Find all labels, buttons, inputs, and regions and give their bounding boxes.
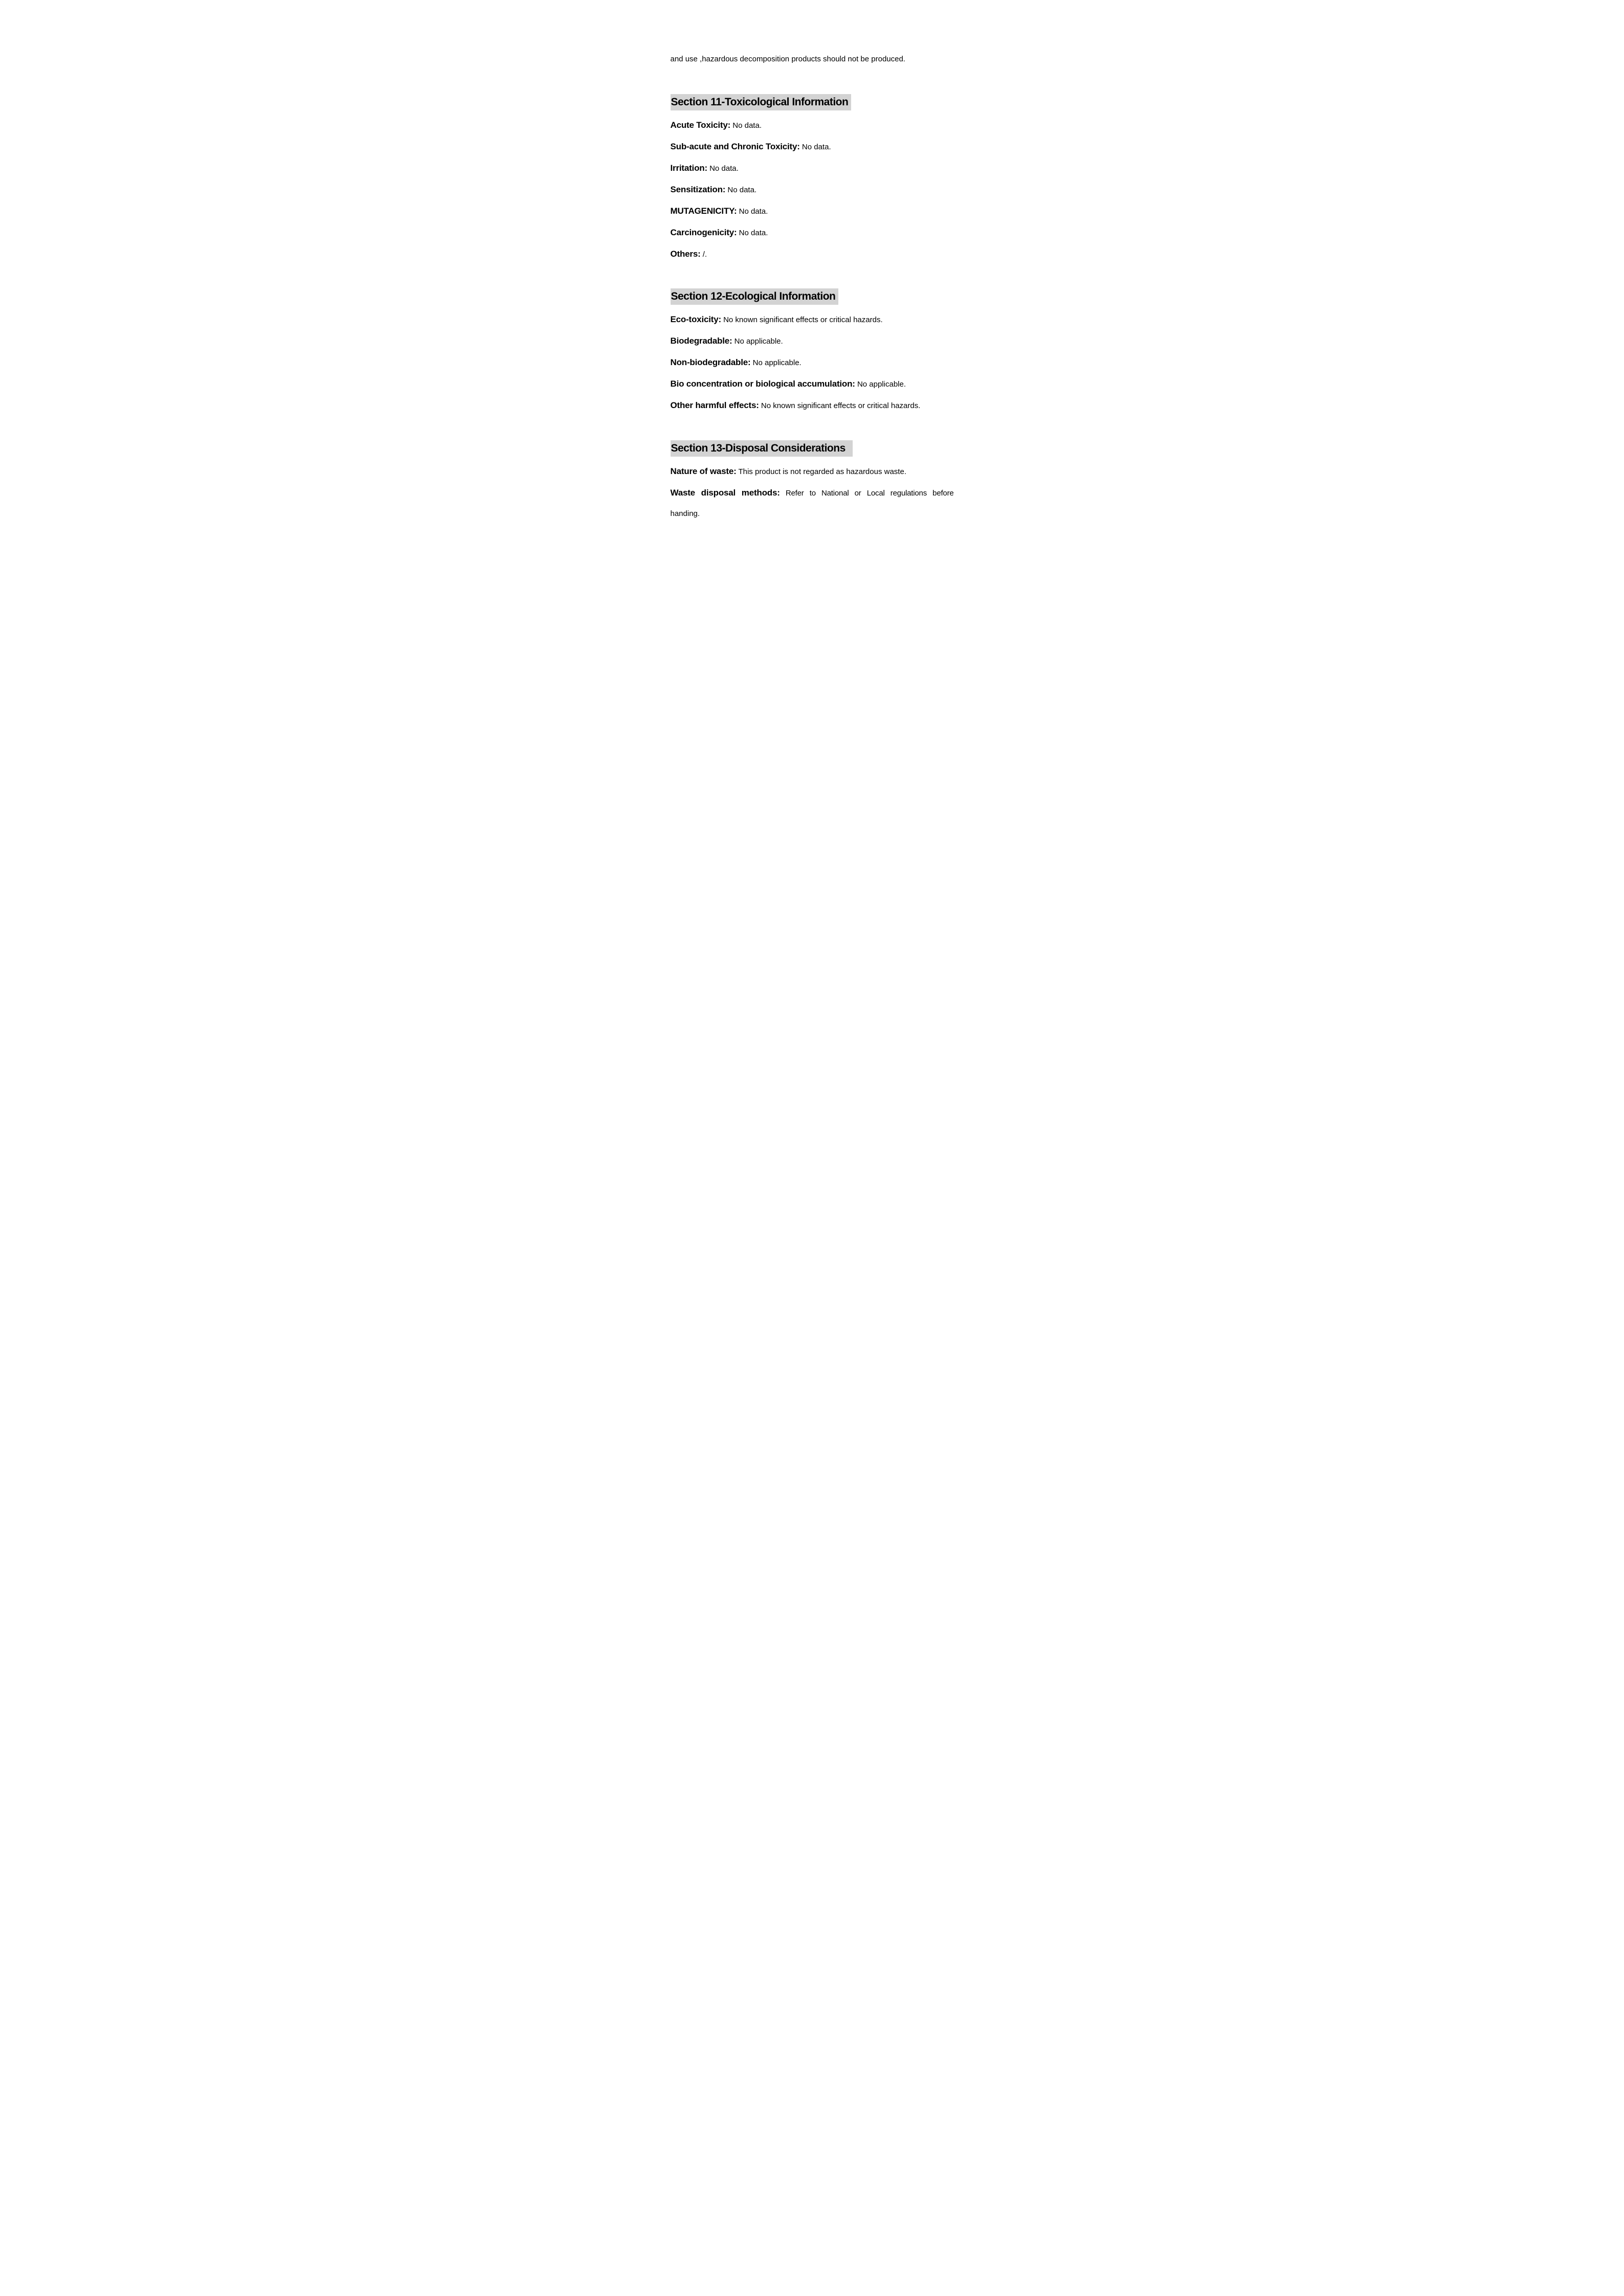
item-value: No data. [727, 186, 757, 194]
item-value: No applicable. [734, 337, 783, 346]
item-value: /. [702, 250, 707, 259]
item-value: No applicable. [752, 358, 802, 367]
section-13-header [671, 440, 954, 457]
tox-item-irritation [671, 162, 954, 175]
item-value: Refer to National or Local regulations before [785, 489, 954, 498]
item-value: No data. [732, 121, 762, 130]
item-value: No known significant effects or critical hazards. [761, 401, 921, 410]
section-11-title-highlight: Section 11-Toxicological Information [671, 94, 852, 110]
item-label: Acute Toxicity: [670, 120, 731, 130]
section-11-header [671, 94, 954, 110]
tox-item-acute-toxicity [671, 119, 954, 132]
section-12-title-highlight: Section 12-Ecological Information [671, 288, 839, 305]
tox-item-subacute-chronic-toxicity [671, 140, 954, 154]
item-value: No data. [739, 207, 768, 216]
item-label: Sensitization: [670, 185, 726, 194]
item-label: Other harmful effects: [670, 400, 759, 410]
item-value: No applicable. [857, 380, 906, 389]
disposal-item-waste-disposal-methods-wrap [671, 507, 954, 521]
item-label: Waste disposal methods: [670, 488, 780, 498]
section-13-title-highlight: Section 13-Disposal Considerations [671, 440, 853, 457]
item-label: Carcinogenicity: [670, 228, 737, 237]
item-label: Eco-toxicity: [670, 314, 721, 324]
section-12-header [671, 288, 954, 305]
item-label: Non-biodegradable: [670, 357, 751, 367]
tox-item-carcinogenicity [671, 226, 954, 240]
item-value: No data. [802, 143, 831, 151]
item-label: Bio concentration or biological accumulation: [670, 379, 855, 389]
item-label: MUTAGENICITY: [670, 206, 737, 216]
item-value: No data. [709, 164, 739, 173]
item-label: Others: [670, 249, 701, 259]
item-label: Biodegradable: [670, 336, 732, 346]
intro-paragraph: and use ,hazardous decomposition products should not be produced. [670, 55, 905, 63]
eco-item-non-biodegradable [671, 356, 954, 370]
item-value: This product is not regarded as hazardous waste. [738, 467, 906, 476]
disposal-item-waste-disposal-methods [671, 486, 954, 500]
document-page [609, 0, 1015, 574]
tox-item-sensitization [671, 183, 954, 197]
eco-item-biodegradable [671, 334, 954, 348]
disposal-item-nature-of-waste [671, 465, 954, 479]
tox-item-others [671, 247, 954, 261]
item-value: No known significant effects or critical hazards. [723, 316, 883, 324]
item-value: No data. [739, 229, 768, 237]
tox-item-mutagenicity [671, 205, 954, 218]
eco-item-eco-toxicity [671, 313, 954, 327]
eco-item-other-harmful-effects [671, 399, 954, 413]
item-label: Sub-acute and Chronic Toxicity: [670, 142, 800, 151]
item-value: handing. [670, 509, 700, 518]
item-label: Irritation: [670, 163, 707, 173]
eco-item-bio-concentration [671, 377, 954, 391]
item-label: Nature of waste: [670, 466, 737, 476]
